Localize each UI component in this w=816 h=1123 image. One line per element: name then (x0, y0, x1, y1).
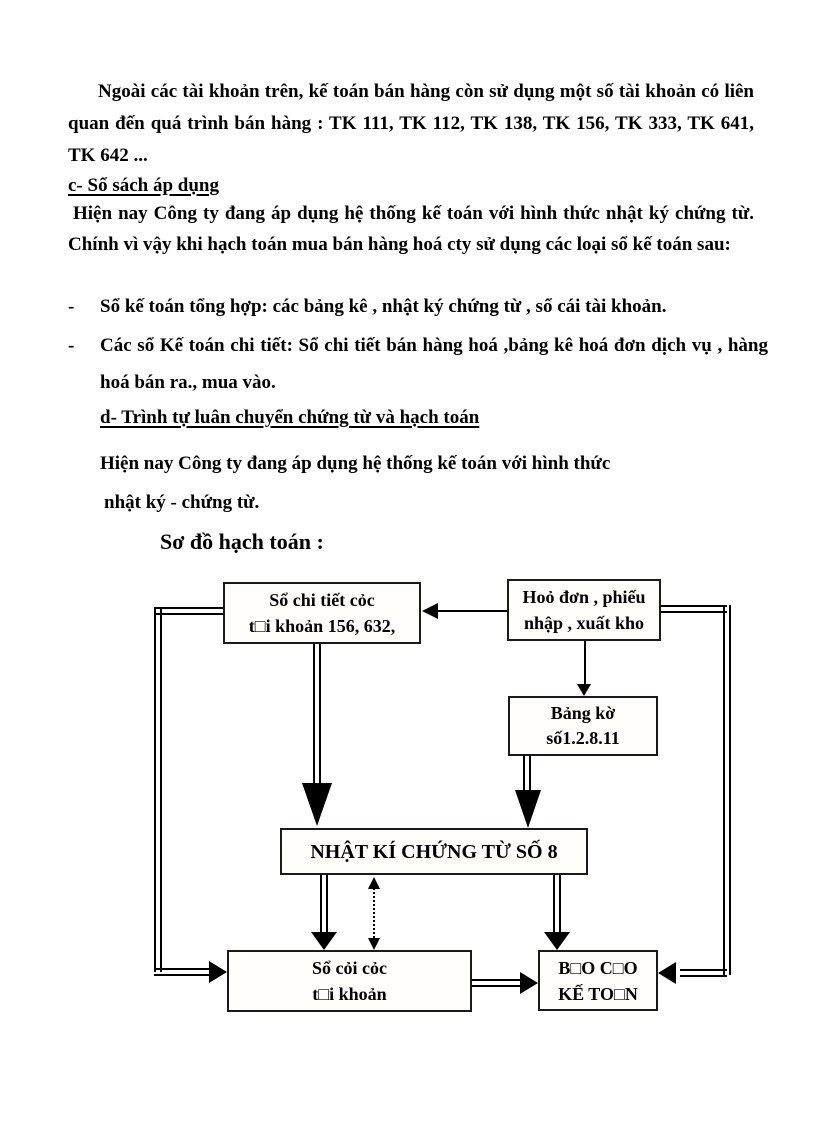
arrowhead-down-icon (368, 938, 380, 950)
arrow-line (438, 610, 507, 612)
paragraph-intro: Ngoài các tài khoản trên, kế toán bán hàng còn sử dụng một số tài khoản có liên quan đến quá trình bán hàng : TK 111, TK 112, TK 138, TK 156, TK 333, TK 641, TK 642 ... (68, 81, 754, 166)
loop-top-line (154, 607, 223, 615)
arrowhead-left-icon (422, 603, 438, 619)
box-so-cai-line1: Sổ cỏi cỏc (312, 958, 387, 978)
box-bang-ke-line1: Bảng kờ (550, 703, 616, 723)
bullet-2-text: Các sổ Kế toán chi tiết: Sổ chi tiết bán hàng hoá ,bảng kê hoá đơn dịch vụ , hàng hoá bán ra., mua vào. (100, 335, 768, 393)
loop-vertical-line (723, 605, 731, 975)
box-so-cai-line2: t□i khoản (312, 984, 387, 1004)
bullet-1-text: Sổ kế toán tổng hợp: các bảng kê , nhật ký chứng từ , sổ cái tài khoản. (100, 296, 667, 317)
bullet-1-dash: - (68, 296, 75, 317)
paragraph-nhat-ky: nhật ký - chứng từ. (104, 492, 260, 513)
loop-top-line (661, 605, 727, 613)
arrowhead-down-icon (302, 783, 332, 826)
heading-c: c- Sổ sách áp dụng (68, 175, 219, 196)
box-nhat-ki-chung-tu-label: NHẬT KÍ CHỨNG TỪ SỐ 8 (310, 840, 558, 863)
arrowhead-right-icon (209, 961, 227, 983)
loop-bottom-line (154, 968, 209, 976)
arrowhead-left-icon (658, 962, 676, 984)
box-so-chi-tiet-line1: Sổ chi tiết cỏc (269, 590, 375, 610)
box-bang-ke-line2: số1.2.8.11 (546, 728, 620, 748)
box-bao-cao-line1: B□O C□O (558, 957, 638, 978)
box-bang-ke (508, 696, 658, 756)
arrowhead-right-icon (520, 972, 538, 994)
arrow-double-line (472, 979, 520, 987)
arrowhead-down-icon (515, 790, 541, 828)
bullet-item-1 (68, 290, 768, 323)
bullet-item-2 (68, 327, 768, 401)
box-so-chi-tiet (223, 582, 421, 644)
arrow-double-line (313, 644, 321, 783)
box-nhat-ki-chung-tu (280, 828, 588, 875)
arrow-double-line (320, 875, 328, 932)
paragraph-hien-nay: Hiện nay Công ty đang áp dụng hệ thống kế toán với hình thức (100, 453, 611, 474)
arrowhead-down-icon (544, 932, 570, 950)
arrowhead-down-icon (311, 932, 337, 950)
box-so-chi-tiet-line2: t□i khoản 156, 632, (248, 616, 396, 636)
bullet-2-dash: - (68, 335, 75, 356)
box-hoa-don-line1: Hoỏ đơn , phiếu (522, 587, 646, 607)
box-hoa-don (507, 579, 661, 641)
diagram-title: Sơ đồ hạch toán : (160, 529, 324, 554)
box-bao-cao (538, 950, 658, 1011)
arrowhead-down-icon (577, 684, 591, 696)
box-hoa-don-line2: nhập , xuất kho (523, 613, 645, 633)
heading-d: d- Trình tự luân chuyển chứng từ và hạch toán (100, 407, 480, 428)
loop-vertical-line (154, 607, 162, 972)
arrow-double-line (553, 875, 561, 932)
dotted-line (373, 888, 375, 938)
paragraph-apply: Hiện nay Công ty đang áp dụng hệ thống kế toán với hình thức nhật ký chứng từ. Chính vì vậy khi hạch toán mua bán hàng hoá cty sử dụng các loại sổ kế toán sau: (68, 203, 754, 255)
arrowhead-up-icon (368, 877, 380, 889)
arrow-line (584, 641, 586, 684)
box-bao-cao-line2: KẾ TO□N (558, 983, 638, 1004)
arrow-double-line (523, 756, 531, 790)
loop-bottom-line (680, 969, 727, 977)
box-so-cai (227, 950, 472, 1012)
